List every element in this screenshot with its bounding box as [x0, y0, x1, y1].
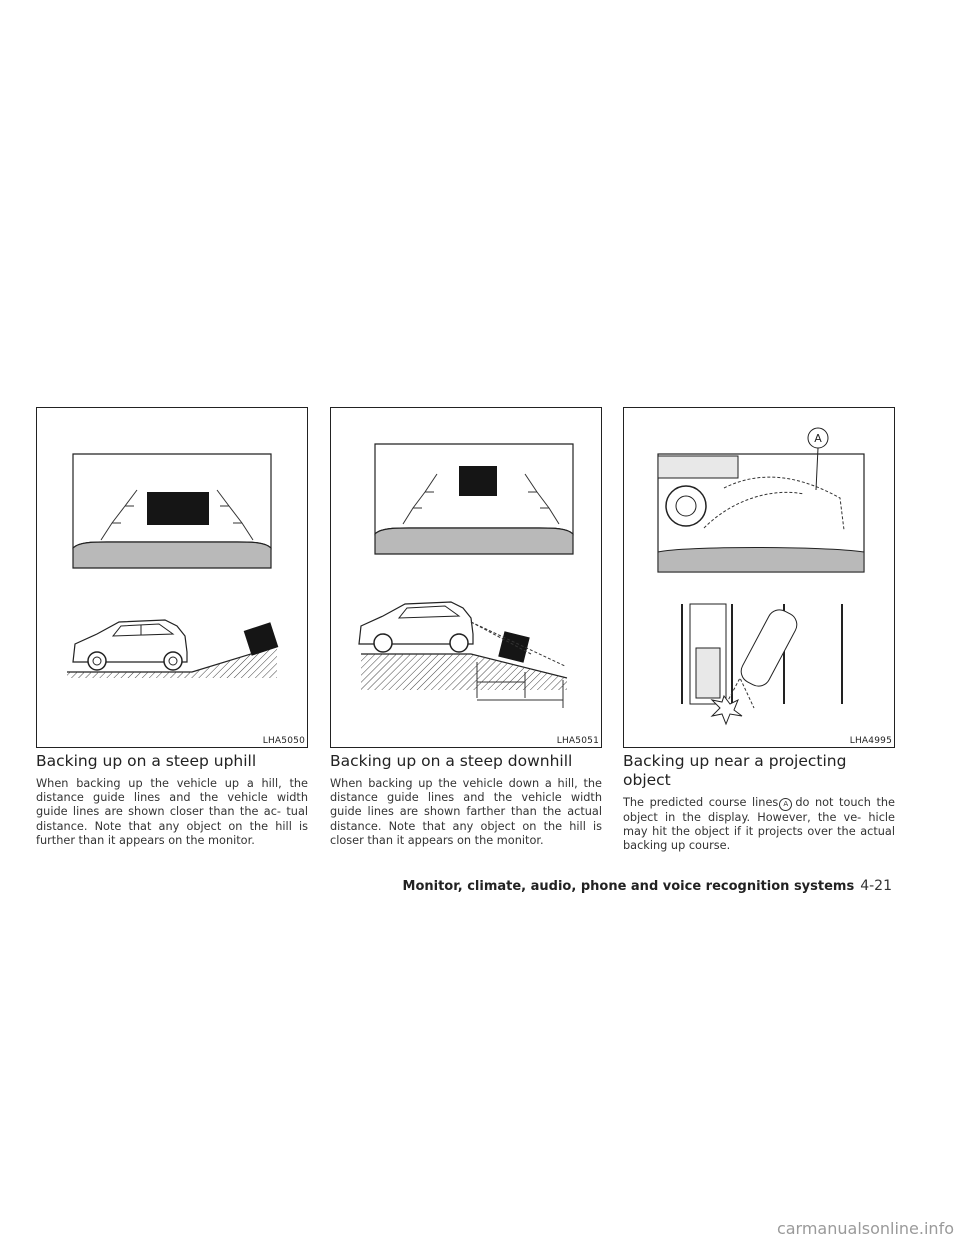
section-projecting-object [623, 752, 895, 854]
section-body: When backing up the vehicle down a hill, the distance guide lines and the vehicle width guide lines are shown farther than the actual distance. Note that any object on the hill is closer than it appears on the monitor. [330, 777, 602, 847]
section-title: Backing up on a steep downhill [330, 752, 573, 770]
section-title: Backing up near a projecting object [623, 752, 847, 789]
section-downhill [330, 752, 602, 848]
watermark: carmanualsonline.info [776, 1219, 954, 1238]
page-footer [403, 878, 892, 894]
uphill-illustration [37, 408, 307, 747]
figure-code: LHA4995 [849, 736, 892, 746]
body-after: do not touch the object in the display. However, the ve- hicle may hit the object if it projects over the actual backing up course. [623, 796, 895, 853]
figure-uphill [36, 407, 308, 748]
figure-downhill [330, 407, 602, 748]
ref-circle-a: A [779, 798, 792, 811]
figure-code: LHA5051 [556, 736, 599, 746]
footer-section-title: Monitor, climate, audio, phone and voice recognition systems [402, 879, 855, 894]
figure-projecting-object [623, 407, 895, 748]
body-before: The predicted course lines [623, 796, 779, 809]
callout-a-label: A [814, 432, 822, 445]
downhill-illustration [331, 408, 601, 747]
section-body [623, 796, 895, 854]
figure-code: LHA5050 [262, 736, 305, 746]
section-title: Backing up on a steep uphill [36, 752, 257, 770]
section-uphill [36, 752, 308, 848]
section-body: When backing up the vehicle up a hill, the distance guide lines and the vehicle width guide lines are shown closer than the ac- tual distance. Note that any object on the hill is further than it appears on the monitor. [36, 777, 308, 847]
projecting-object-illustration [624, 408, 894, 747]
page-number: 4-21 [860, 878, 892, 894]
